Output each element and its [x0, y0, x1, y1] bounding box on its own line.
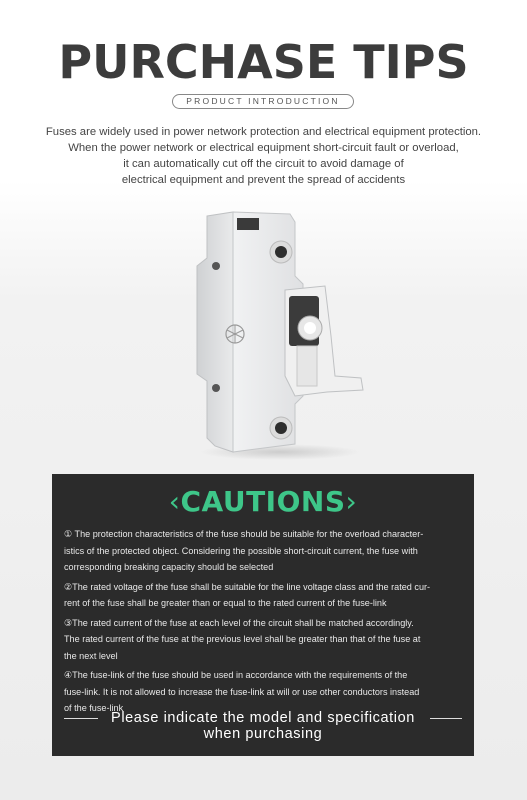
cautions-title [52, 482, 474, 522]
cautions-list [64, 526, 462, 720]
chevron-right-icon: › [345, 485, 358, 518]
caution-line: istics of the protected object. Considering the possible short-circuit current, the fuse with [64, 545, 418, 556]
purchase-note-line: when purchasing [203, 726, 323, 742]
cautions-panel [52, 474, 474, 756]
purchase-note-line: Please indicate the model and specification [111, 710, 415, 726]
cautions-title-text: CAUTIONS [180, 485, 346, 518]
intro-line: Fuses are widely used in power network protection and electrical equipment protection. [45, 126, 482, 138]
chevron-left-icon: ‹ [168, 485, 181, 518]
product-introduction-label: PRODUCT INTRODUCTION [172, 94, 354, 109]
caution-line: ②The rated voltage of the fuse shall be suitable for the line voltage class and the rated cur- [64, 581, 431, 592]
purchase-note [52, 710, 474, 742]
caution-item [64, 615, 462, 665]
caution-line: rent of the fuse shall be greater than or equal to the rated current of the fuse-link [64, 598, 387, 608]
caution-line: of the fuse-link [64, 703, 124, 713]
intro-line: When the power network or electrical equipment short-circuit fault or overload, [68, 142, 459, 154]
caution-line: fuse-link. It is not allowed to increase the fuse-link at will or use other conductors instead [64, 686, 420, 697]
caution-line: ④The fuse-link of the fuse should be used in accordance with the requirements of the [64, 670, 408, 680]
caution-line: ① The protection characteristics of the fuse should be suitable for the overload character- [64, 529, 424, 539]
caution-line: the next level [64, 650, 118, 661]
caution-line: corresponding breaking capacity should be selected [64, 562, 274, 572]
fuse-holder-image [185, 206, 375, 462]
intro-line: electrical equipment and prevent the spread of accidents [121, 174, 406, 186]
intro-text [20, 124, 507, 188]
page-title: PURCHASE TIPS [58, 35, 469, 89]
caution-line: ③The rated current of the fuse at each level of the circuit shall be matched accordingly. [64, 617, 414, 628]
intro-line: it can automatically cut off the circuit to avoid damage of [123, 158, 404, 170]
caution-line: The rated current of the fuse at the previous level shall be greater than that of the fuse at [64, 634, 421, 644]
caution-item [64, 579, 462, 612]
caution-item [64, 526, 462, 576]
